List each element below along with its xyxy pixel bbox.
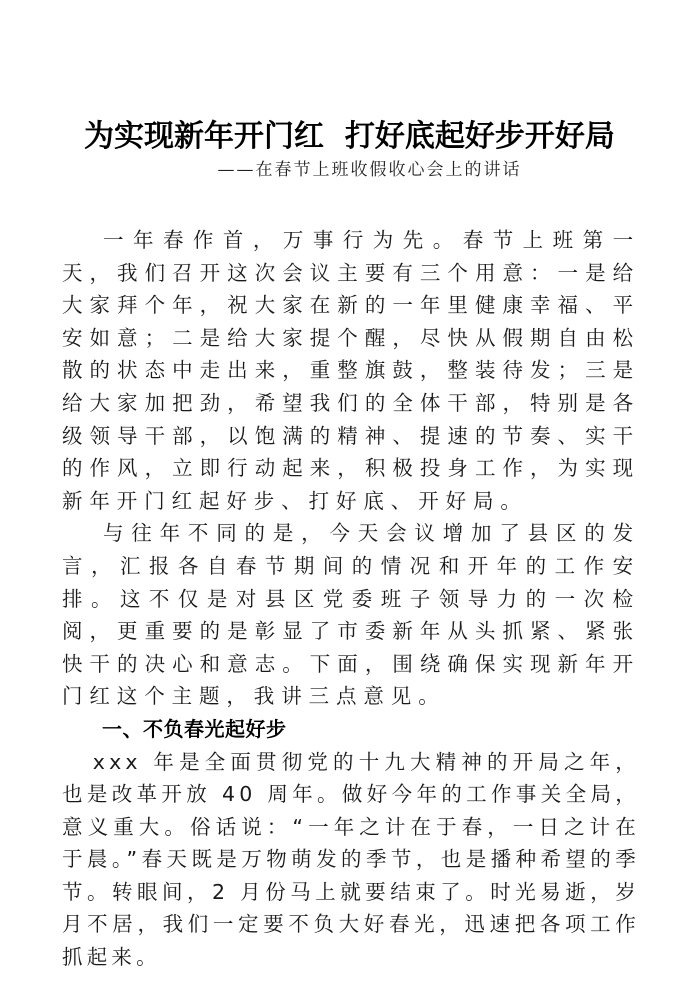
section-heading-1: 一、不负春光起好步 bbox=[102, 716, 287, 741]
document-title: 为实现新年开门红 打好底起好步开好局 bbox=[84, 119, 615, 154]
paragraph-intro: 一年春作首，万事行为先。春节上班第一天，我们召开这次会议主要有三个用意：一是给大家拜个年，祝大家在新的一年里健康幸福、平安如意；二是给大家提个醒，尽快从假期自由松散的状态中走出来，重整旗鼓，整装待发；三是给大家加把劲，希望我们的全体干部，特别是各级领导干部，以饱满的精神、提速的节奏、实干的作风，立即行动起来，积极投身工作，为实现新年开门红起好步、打好底、开好局。 bbox=[62, 228, 640, 513]
section-1-paragraph: xxx 年是全面贯彻党的十九大精神的开局之年，也是改革开放 40 周年。做好今年的工作事关全局，意义重大。俗话说：“一年之计在于春，一日之计在于晨。”春天既是万物萌发的季节，也是播种希望的季节。转眼间，2 月份马上就要结束了。时光易逝，岁月不居，我们一定要不负大好春光，迅速把各项工作抓起来。 bbox=[62, 749, 640, 970]
paragraph-meeting: 与往年不同的是，今天会议增加了县区的发言，汇报各自春节期间的情况和开年的工作安排。这不仅是对县区党委班子领导力的一次检阅，更重要的是彰显了市委新年从头抓紧、紧张快干的决心和意志。下面，围绕确保实现新年开门红这个主题，我讲三点意见。 bbox=[62, 521, 640, 709]
document-subtitle: ——在春节上班收假收心会上的讲话 bbox=[217, 160, 522, 180]
document-body bbox=[62, 224, 640, 974]
